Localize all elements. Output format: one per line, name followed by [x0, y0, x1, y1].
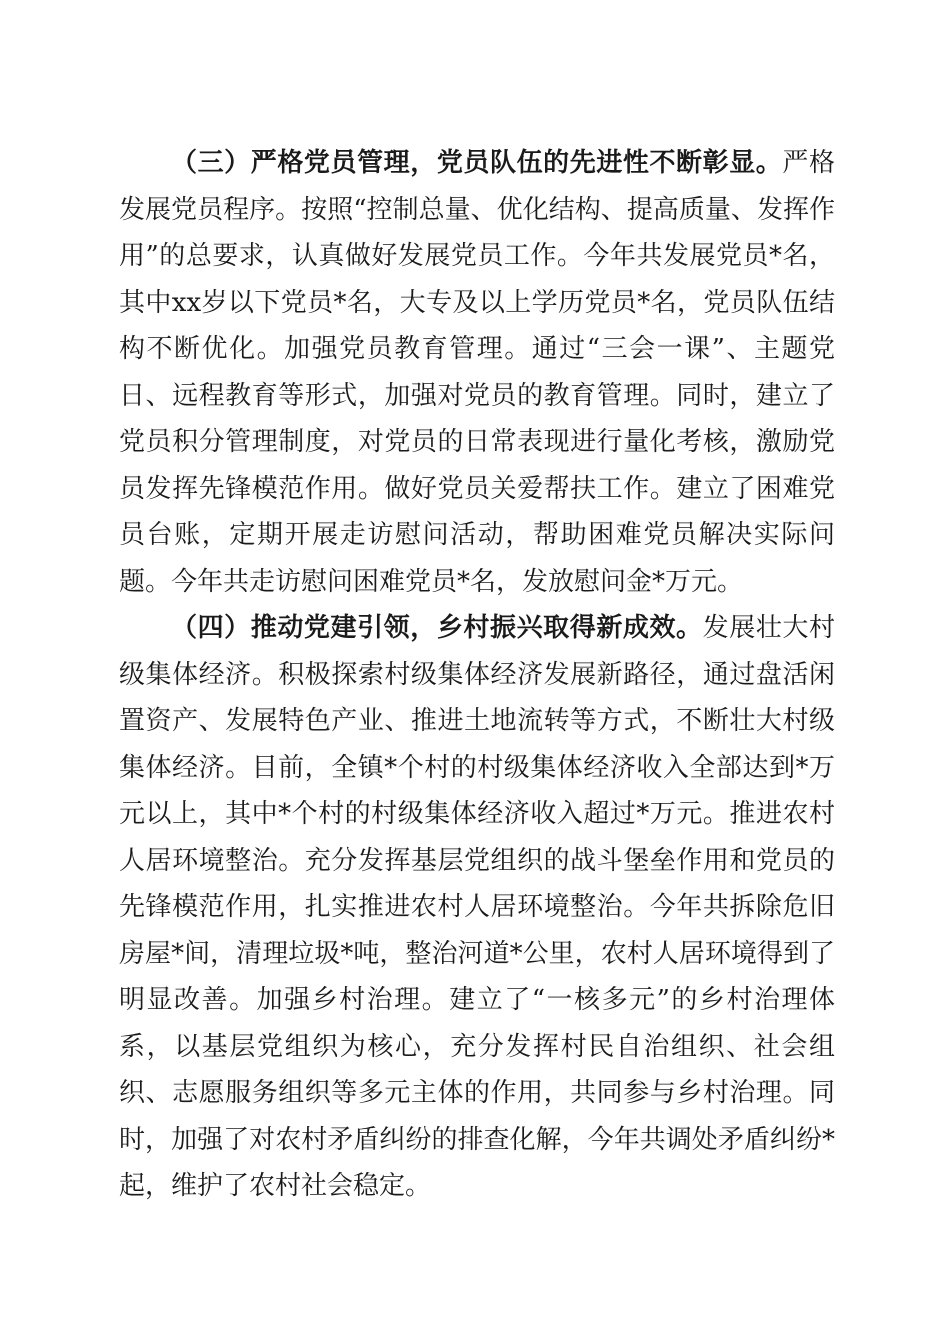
- section-3-body: 严格发展党员程序。按照“控制总量、优化结构、提高质量、发挥作用”的总要求，认真做好发展党员工作。今年共发展党员*名，其中xx岁以下党员*名，大专及以上学历党员*名，党员队伍结构不断优化。加强党员教育管理。通过“三会一课”、主题党日、远程教育等形式，加强对党员的教育管理。同时，建立了党员积分管理制度，对党员的日常表现进行量化考核，激励党员发挥先锋模范作用。做好党员关爱帮扶工作。建立了困难党员台账，定期开展走访慰问活动，帮助困难党员解决实际问题。今年共走访慰问困难党员*名，发放慰问金*万元。: [119, 148, 835, 597]
- paragraph-section-3: [119, 140, 835, 605]
- paragraph-section-4: [119, 605, 835, 1210]
- section-4-body: 发展壮大村级集体经济。积极探索村级集体经济发展新路径，通过盘活闲置资产、发展特色产业、推进土地流转等方式，不断壮大村级集体经济。目前，全镇*个村的村级集体经济收入全部达到*万元以上，其中*个村的村级集体经济收入超过*万元。推进农村人居环境整治。充分发挥基层党组织的战斗堡垒作用和党员的先锋模范作用，扎实推进农村人居环境整治。今年共拆除危旧房屋*间，清理垃圾*吨，整治河道*公里，农村人居环境得到了明显改善。加强乡村治理。建立了“一核多元”的乡村治理体系，以基层党组织为核心，充分发挥村民自治组织、社会组织、志愿服务组织等多元主体的作用，共同参与乡村治理。同时，加强了对农村矛盾纠纷的排查化解，今年共调处矛盾纠纷*起，维护了农村社会稳定。: [119, 613, 835, 1201]
- section-3-heading: （三）严格党员管理，党员队伍的先进性不断彰显。: [171, 148, 783, 178]
- section-4-heading: （四）推动党建引领，乡村振兴取得新成效。: [171, 613, 703, 643]
- document-body: [119, 140, 835, 1210]
